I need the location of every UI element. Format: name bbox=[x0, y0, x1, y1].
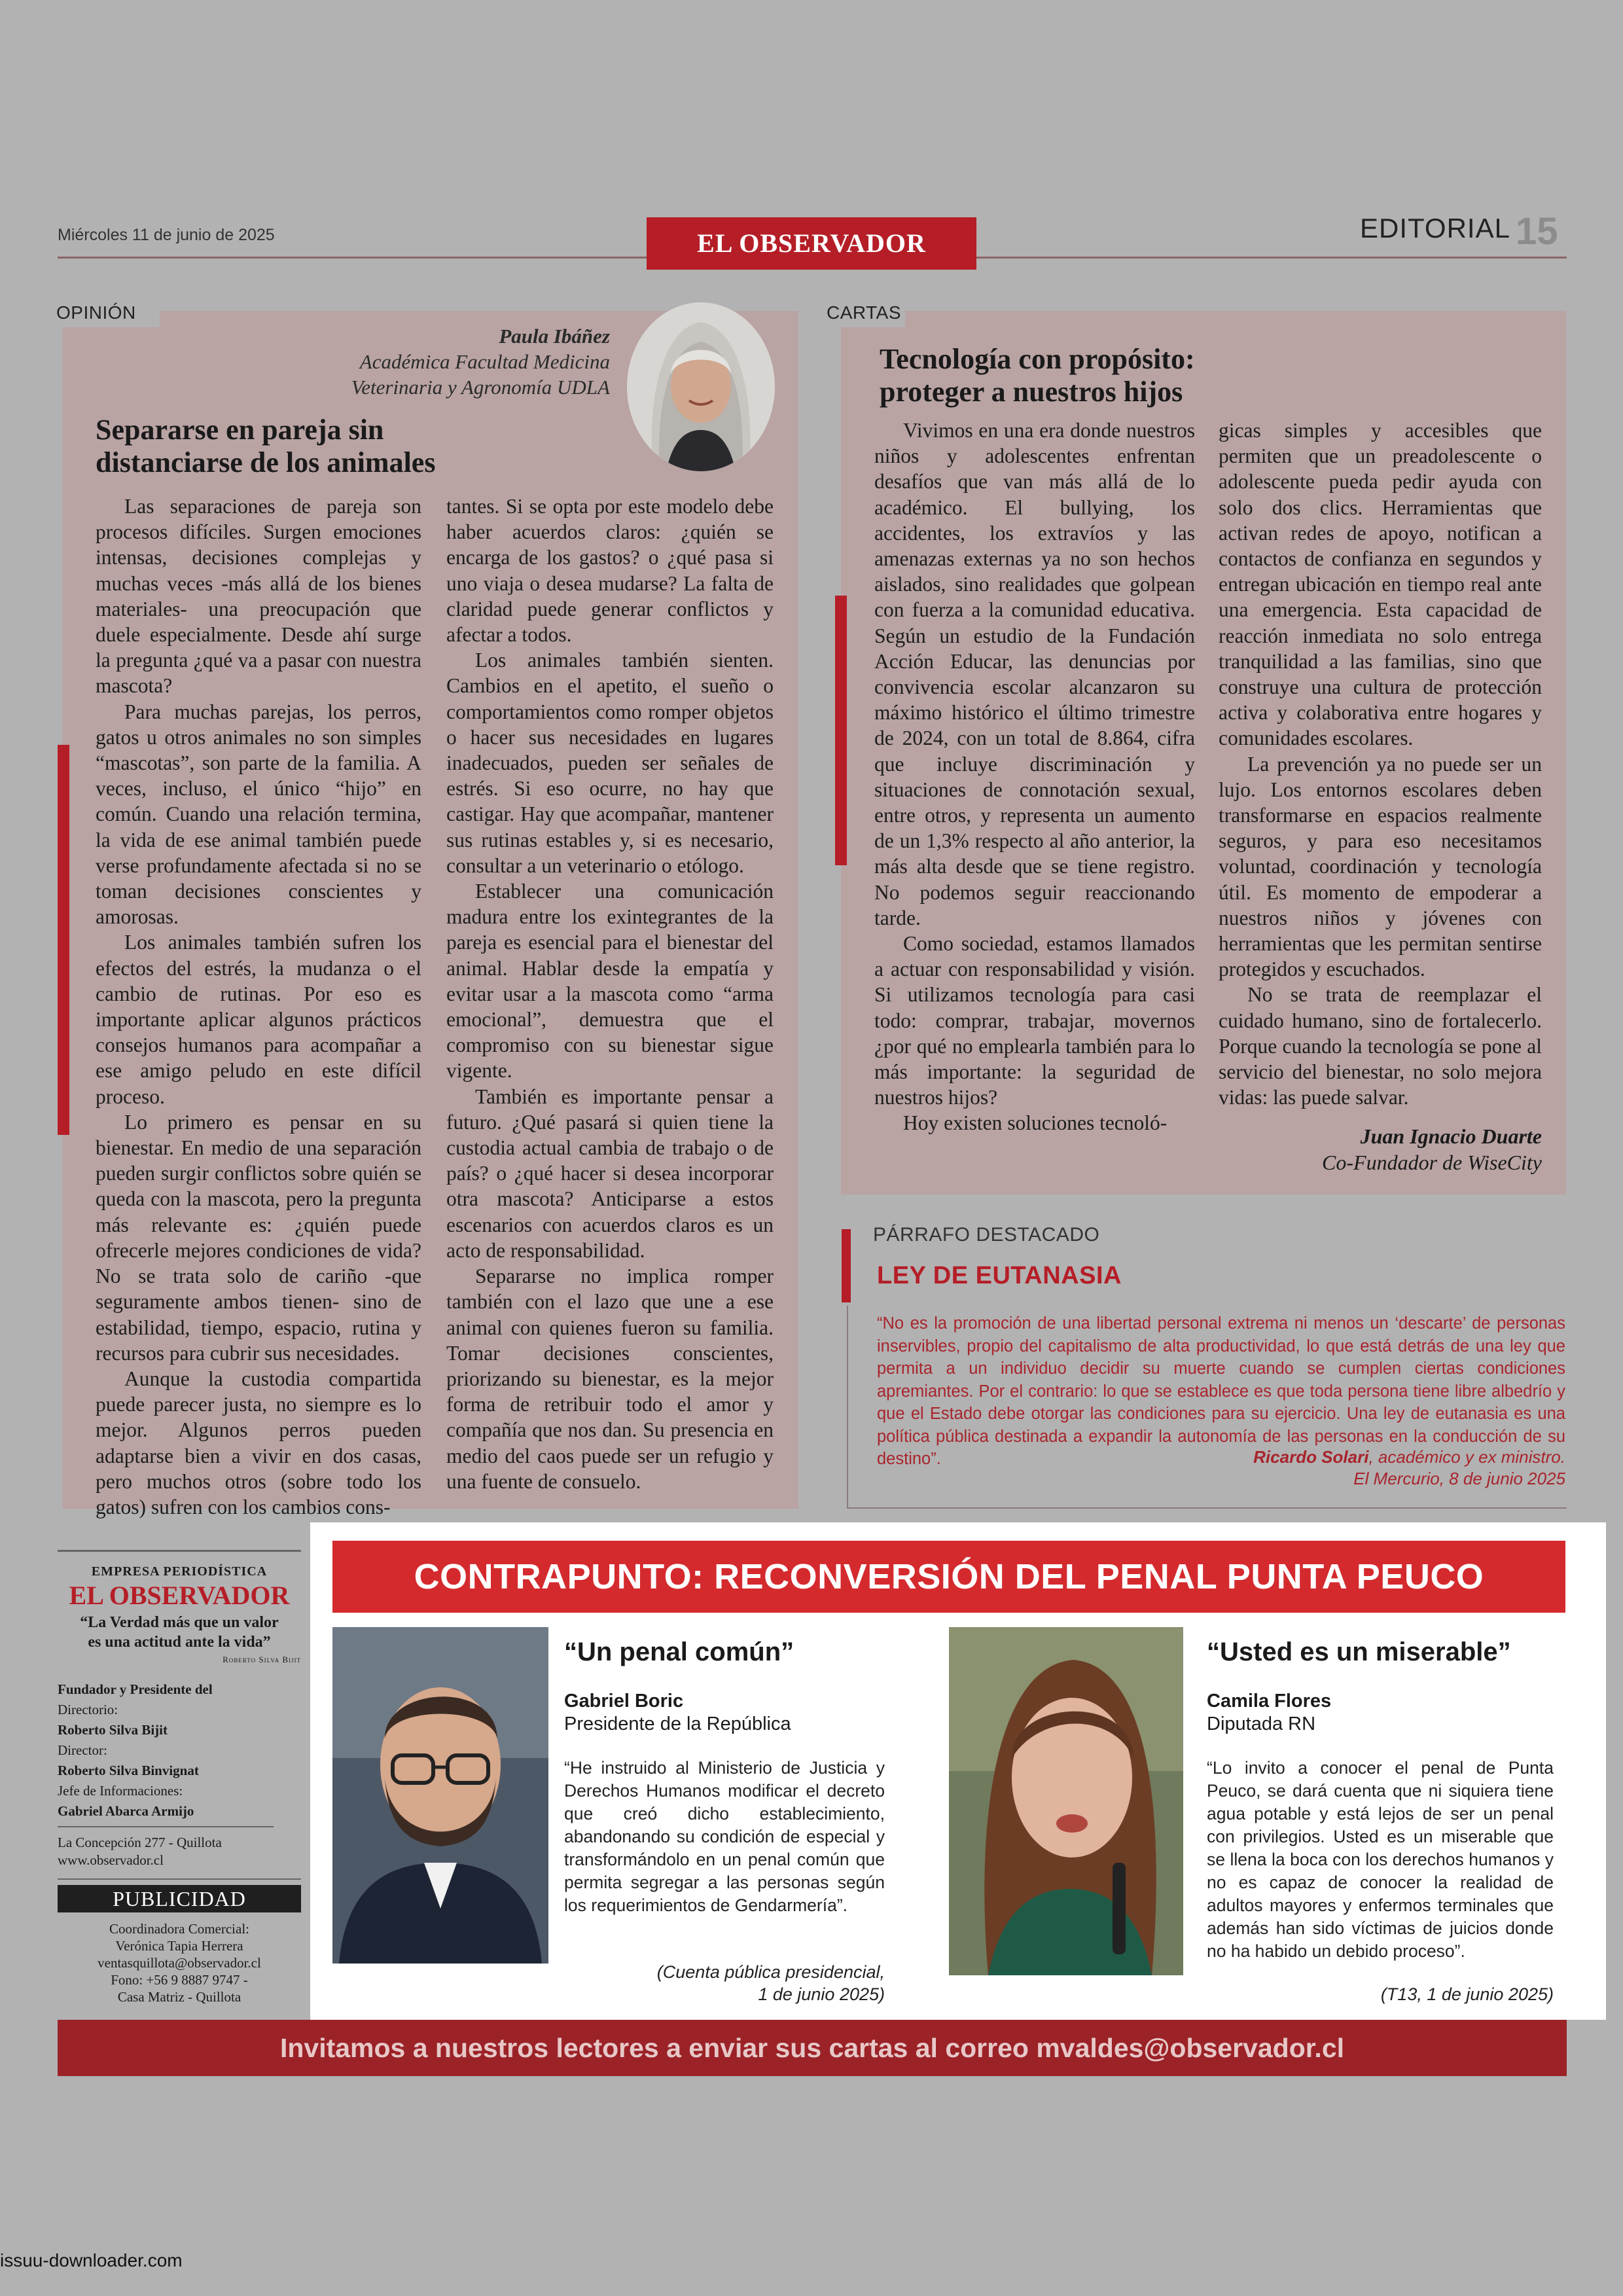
publicidad-label: PUBLICIDAD bbox=[58, 1885, 301, 1912]
footer-banner: Invitamos a nuestros lectores a enviar sus cartas al correo mvaldes@observador.cl bbox=[58, 2020, 1567, 2076]
opinion-headline-2: distanciarse de los animales bbox=[96, 446, 436, 478]
signature-role: Co-Fundador de WiseCity bbox=[1322, 1151, 1542, 1174]
motto-author: Roberto Silva Bijit bbox=[223, 1655, 301, 1664]
left-quote-text: “He instruido al Ministerio de Justicia y Derechos Humanos modificar el decreto que creó dicho establecimiento, abandonando su condición de especial y transformándolo en un penal común que permita segregar a las personas según los requerimientos de Gendarmería”. bbox=[564, 1758, 885, 1915]
paragraph: gicas simples y accesibles que permiten que un preadolescente o adolescente pueda pedir ayuda con solo dos clics. Herramientas que activan redes de apoyo, notifican a contactos de confianza en segundos y entregan ubicación en tiempo real ante una emergencia. Esta capacidad de reacción inmediata no solo entrega tranquilidad a las familias, sino que construye una cultura de protección activa y colaborativa entre hogares y comunidades escolares. bbox=[1219, 419, 1542, 750]
issue-date: Miércoles 11 de junio de 2025 bbox=[58, 226, 275, 244]
masthead: EL OBSERVADOR bbox=[647, 217, 976, 270]
contact-email: ventasquillota@observador.cl bbox=[98, 1955, 261, 1971]
sidebar-address bbox=[58, 1834, 301, 1869]
opinion-column-1 bbox=[96, 493, 421, 1520]
destacado-border-left bbox=[847, 1306, 848, 1509]
left-source-1: (Cuenta pública presidencial, bbox=[656, 1962, 885, 1982]
opinion-accent-bar bbox=[58, 745, 69, 1135]
directorio-label: Directorio: bbox=[58, 1702, 118, 1717]
cartas-tab: CARTAS bbox=[827, 300, 905, 327]
destacado-attribution bbox=[982, 1446, 1565, 1490]
director-label: Director: bbox=[58, 1742, 107, 1758]
sidebar-rule bbox=[58, 1550, 301, 1552]
contact-phone: Fono: +56 9 8887 9747 - bbox=[111, 1972, 248, 1988]
right-quote-text: “Lo invito a conocer el penal de Punta Peuco, se dará cuenta que ni siquiera tiene agua potable y está lejos de ser un penal con privilegios. Usted es un miserable que se llena la boca con los derechos humanos y no es capaz de conocer la realidad de adultos mayores y enfermos terminales que además han sido víctimas de juicios donde no ha habido un debido proceso”. bbox=[1207, 1758, 1554, 1961]
sidebar-contact bbox=[58, 1920, 301, 2005]
paragraph: No se trata de reemplazar el cuidado humano, sino de fortalecerlo. Porque cuando la tecnología se pone al servicio del bienestar, no solo mejora vidas: las puede salvar. bbox=[1219, 983, 1542, 1109]
section-label: EDITORIAL bbox=[1360, 213, 1510, 243]
sidebar-company: EMPRESA PERIODÍSTICA bbox=[91, 1564, 268, 1579]
left-quote-title: “Un penal común” bbox=[564, 1638, 794, 1666]
cartas-headline-1: Tecnología con propósito: bbox=[880, 343, 1195, 375]
cartas-accent-bar bbox=[835, 596, 847, 865]
paragraph: Establecer una comunicación madura entre los exintegrantes de la pareja es esencial para el bienestar del animal. Hablar desde la empatía y evitar usar a la mascota como “arma emocional”, demuestra que el compromiso con su bienestar sigue vigente. bbox=[446, 880, 774, 1083]
paragraph: tantes. Si se opta por este modelo debe haber acuerdos claros: ¿quién se encarga de los gastos? o ¿qué pasa si uno viaja o desea mudarse? La falta de claridad puede generar conflictos y afectar a todos. bbox=[446, 495, 774, 647]
paragraph: También es importante pensar a futuro. ¿Qué pasará si quien tiene la custodia actual cambia de trabajo o de país? o ¿qué hacer si desea incorporar otra mascota? Anticiparse a estos escenarios con acuerdos claros es un acto de responsabilidad. bbox=[446, 1085, 774, 1262]
coord-name: Verónica Tapia Herrera bbox=[115, 1938, 243, 1954]
author-portrait-icon bbox=[627, 302, 775, 471]
paragraph: Hoy existen soluciones tecnoló- bbox=[903, 1111, 1168, 1135]
paragraph: Los animales también sufren los efectos del estrés, la mudanza o el cambio de rutinas. Por eso es importante aplicar algunos prácticos consejos humanos para acompañar a ese amigo peludo en este difícil proceso. bbox=[96, 931, 421, 1108]
author-role-1: Académica Facultad Medicina bbox=[359, 350, 610, 373]
paragraph: Las separaciones de pareja son procesos difíciles. Surgen emociones intensas, decisiones complejas y muchas veces -más allá de los bienes materiales- una preocupación que duele especialmente. Desde ahí surge la pregunta ¿qué va a pasar con nuestra mascota? bbox=[96, 495, 421, 698]
opinion-headline bbox=[96, 414, 619, 479]
paragraph: Separarse no implica romper también con el lazo que une a ese animal con quienes fueron su familia. Tomar decisiones conscientes, priorizando su bienestar, es la mejor forma de retribuir todo el amor y compañía que nos dan. Su presencia en medio del caos puede ser un refugio y una fuente de consuelo. bbox=[446, 1265, 774, 1493]
sidebar-motto bbox=[58, 1613, 301, 1652]
opinion-column-2 bbox=[446, 493, 774, 1494]
portrait-man-icon bbox=[332, 1627, 548, 1964]
right-quote-source: (T13, 1 de junio 2025) bbox=[1380, 1984, 1554, 2004]
motto-line-2: es una actitud ante la vida” bbox=[88, 1634, 271, 1651]
jefe-name: Gabriel Abarca Armijo bbox=[58, 1803, 194, 1819]
boric-photo bbox=[332, 1627, 548, 1964]
right-speaker-name: Camila Flores bbox=[1207, 1691, 1332, 1712]
coord-label: Coordinadora Comercial: bbox=[109, 1921, 250, 1937]
destacado-border-bottom bbox=[847, 1507, 1567, 1509]
left-quote-source bbox=[564, 1961, 885, 2005]
author-photo bbox=[627, 302, 775, 471]
author-role-2: Veterinaria y Agronomía UDLA bbox=[351, 376, 610, 399]
left-speaker-role: Presidente de la República bbox=[564, 1713, 791, 1734]
cartas-column-2 bbox=[1219, 418, 1542, 1110]
paragraph: Vivimos en una era donde nuestros niños y adolescentes enfrentan desafíos que van más allá de lo académico. El bullying, los accidentes, los extravíos y las amenazas externas ya no son hechos aislados, sino realidades que golpean con fuerza a la comunidad educativa. Según un estudio de la Fundación Acción Educar, las denuncias por convivencia escolar alcanzaron su máximo histórico el último trimestre de 2024, con un total de 8.864, cifra que incluye discriminación y situaciones de connotación sexual, entre otros, y representa un aumento de un 1,3% respecto al año anterior, la más alta desde que se tiene registro. No podemos seguir reaccionando tarde. bbox=[874, 419, 1195, 929]
founder-name: Roberto Silva Bijit bbox=[58, 1722, 168, 1738]
destacado-label: PÁRRAFO DESTACADO bbox=[873, 1224, 1100, 1246]
left-speaker-name: Gabriel Boric bbox=[564, 1691, 684, 1712]
destacado-title: LEY DE EUTANASIA bbox=[877, 1262, 1122, 1289]
sidebar-staff bbox=[58, 1679, 301, 1821]
founder-label: Fundador y Presidente del bbox=[58, 1681, 213, 1697]
attr-source: El Mercurio, 8 de junio 2025 bbox=[1353, 1469, 1565, 1488]
paragraph: Lo primero es pensar en su bienestar. En medio de una separación pueden surgir conflictos sobre quién se queda con la mascota, pero la pregunta más relevante es: ¿quién puede ofrecerle mejores condiciones de vida? No se trata solo de cariño -que seguramente ambos tienen- sino de estabilidad, tiempo, espacio, rutina y recursos para cubrir sus necesidades. bbox=[96, 1110, 421, 1365]
signature-name: Juan Ignacio Duarte bbox=[1360, 1124, 1542, 1148]
cartas-headline bbox=[880, 343, 1403, 408]
contrapunto-banner: CONTRAPUNTO: RECONVERSIÓN DEL PENAL PUNTA PEUCO bbox=[332, 1541, 1565, 1613]
cartas-headline-2: proteger a nuestros hijos bbox=[880, 376, 1183, 408]
author-name: Paula Ibáñez bbox=[499, 325, 610, 348]
watermark: issuu-downloader.com bbox=[0, 2250, 183, 2270]
portrait-woman-icon bbox=[949, 1627, 1183, 1975]
cartas-column-1 bbox=[874, 418, 1195, 1136]
opinion-tab: OPINIÓN bbox=[56, 300, 160, 327]
left-source-2: 1 de junio 2025) bbox=[758, 1984, 885, 2004]
cartas-signature bbox=[1219, 1123, 1542, 1175]
jefe-label: Jefe de Informaciones: bbox=[58, 1783, 183, 1799]
destacado-accent-bar bbox=[842, 1229, 851, 1302]
sidebar-name: EL OBSERVADOR bbox=[69, 1581, 290, 1610]
paragraph: Los animales también sienten. Cambios en el apetito, el sueño o comportamientos como romper objetos o hacer sus necesidades en lugares inadecuados, pueden ser señales de estrés. Si eso ocurre, no hay que castigar. Hay que acompañar, mantener sus rutinas estables y, si es necesario, consultar a un veterinario o etólogo. bbox=[446, 649, 774, 877]
page-number: 15 bbox=[1516, 210, 1558, 253]
paragraph: Como sociedad, estamos llamados a actuar con responsabilidad y visión. Si utilizamos tecnología para casi todo: comprar, trabajar, movernos ¿por qué no emplearla también para lo más importante: la seguridad de nuestros hijos? bbox=[874, 932, 1195, 1109]
sidebar-rule bbox=[58, 1878, 301, 1880]
paragraph: La prevención ya no puede ser un lujo. Los entornos escolares deben transformarse en espacios realmente seguros, y para eso necesitamos voluntad, coordinación y tecnología útil. Es momento de empoderar a nuestros niños y jóvenes con herramientas que les permitan sentirse protegidos y escuchados. bbox=[1219, 752, 1542, 981]
attr-role: , académico y ex ministro. bbox=[1368, 1447, 1565, 1467]
attr-name: Ricardo Solari bbox=[1253, 1447, 1369, 1467]
opinion-headline-1: Separarse en pareja sin bbox=[96, 414, 384, 446]
right-quote-title: “Usted es un miserable” bbox=[1207, 1638, 1511, 1666]
flores-photo bbox=[949, 1627, 1183, 1975]
paragraph: Aunque la custodia compartida puede parecer justa, no siempre es lo mejor. Algunos perros pueden adaptarse bien a vivir en dos casas, pero muchos otros (sobre todo los gatos) sufren con los cambios cons- bbox=[96, 1367, 421, 1518]
destacado-quote: “No es la promoción de una libertad personal extrema ni menos un ‘descarte’ de personas inservibles, propio del capitalismo de alta productividad, lo que está detrás de una ley que permita a un individuo decidir su muerte cuando se cumplen ciertas condiciones apremiantes. Por el contrario: lo que se establece es que toda persona tiene libre albedrío y que el Estado debe otorgar las condiciones para su ejercicio. Una ley de eutanasia es una política pública destinada a expandir la autonomía de las personas en la conducción de su destino”. bbox=[877, 1314, 1565, 1468]
opinion-author bbox=[308, 323, 610, 400]
sidebar-rule bbox=[58, 1826, 274, 1827]
right-speaker-role: Diputada RN bbox=[1207, 1713, 1316, 1734]
motto-line-1: “La Verdad más que un valor bbox=[80, 1614, 279, 1631]
address: La Concepción 277 - Quillota bbox=[58, 1835, 222, 1850]
website: www.observador.cl bbox=[58, 1852, 164, 1868]
casa-matriz: Casa Matriz - Quillota bbox=[117, 1989, 241, 2005]
paragraph: Para muchas parejas, los perros, gatos u otros animales no son simples “mascotas”, son parte de la familia. A veces, incluso, el único “hijo” en común. Cuando una relación termina, la vida de ese animal también puede verse profundamente afectada si no se toman decisiones conscientes y amorosas. bbox=[96, 700, 421, 929]
director-name: Roberto Silva Binvignat bbox=[58, 1763, 199, 1778]
